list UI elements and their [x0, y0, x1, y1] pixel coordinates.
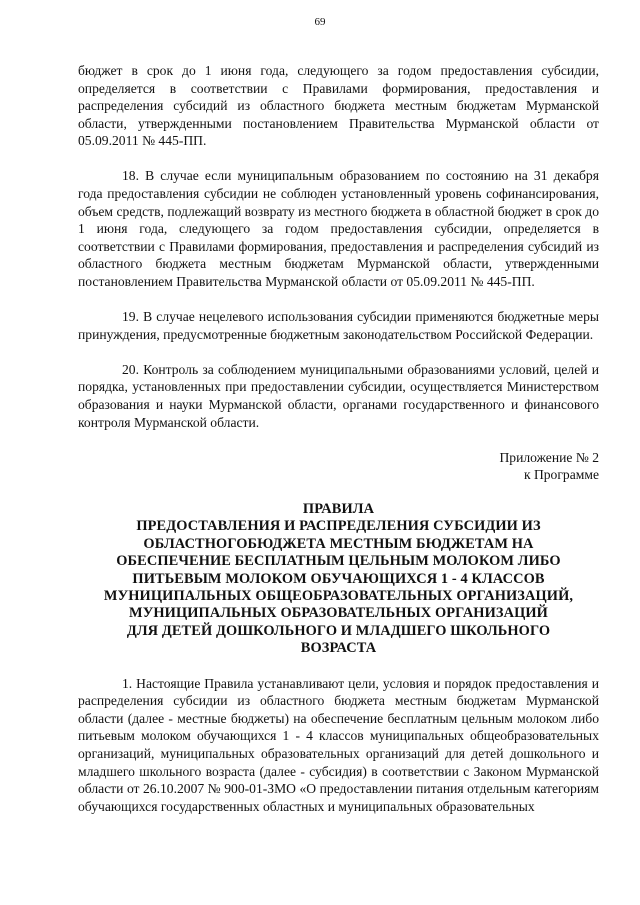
rules-paragraph-1: 1. Настоящие Правила устанавливают цели, условия и порядок предоставления и распределения субсидии из областного бюджета местным бюджетам Мурманской области (далее - местные бюджеты) на обеспечение бесплатным цельным молоком либо питьевым молоком обучающихся 1 - 4 классов муниципальных общеобразовательных организаций, муниципальных образовательных организаций для детей дошкольного и младшего школьного возраста (далее - субсидия) в соответствии с Законом Мурманской области от 26.10.2007 № 900-01-ЗМО «О предоставлении питания отдельным категориям обучающихся государственных областных и муниципальных образовательных: [78, 675, 599, 814]
title-line: МУНИЦИПАЛЬНЫХ ОБРАЗОВАТЕЛЬНЫХ ОРГАНИЗАЦИЙ: [129, 605, 548, 622]
paragraph-17-continuation: бюджет в срок до 1 июня года, следующего за годом предоставления субсидии, определяется в соответствии с Правилами формирования, предоставления и распределения субсидий из областного бюджета местным бюджетам Мурманской области, утвержденными постановлением Правительства Мурманской области от 05.09.2011 № 445-ПП.: [78, 63, 599, 149]
title-line: ОБЕСПЕЧЕНИЕ БЕСПЛАТНЫМ ЦЕЛЬНЫМ МОЛОКОМ ЛИБО: [116, 553, 561, 570]
document-body: [78, 62, 599, 815]
paragraph-20: 20. Контроль за соблюдением муниципальными образованиями условий, целей и порядка, установленных при предоставлении субсидии, осуществляется Министерством образования и науки Мурманской области, органами государственного и финансового контроля Мурманской области.: [78, 361, 599, 430]
rules-title: [78, 501, 599, 658]
page-number: 69: [314, 16, 326, 28]
title-line: ДЛЯ ДЕТЕЙ ДОШКОЛЬНОГО И МЛАДШЕГО ШКОЛЬНОГО: [126, 622, 551, 639]
title-line: ОБЛАСТНОГОБЮДЖЕТА МЕСТНЫМ БЮДЖЕТАМ НА: [143, 535, 534, 552]
paragraph-19: 19. В случае нецелевого использования субсидии применяются бюджетные меры принуждения, предусмотренные бюджетным законодательством Российской Федерации.: [78, 309, 599, 342]
title-line: МУНИЦИПАЛЬНЫХ ОБЩЕОБРАЗОВАТЕЛЬНЫХ ОРГАНИЗАЦИЙ,: [103, 587, 574, 604]
title-line: ПРАВИЛА: [302, 500, 375, 517]
title-line: ПРЕДОСТАВЛЕНИЯ И РАСПРЕДЕЛЕНИЯ СУБСИДИИ ИЗ: [136, 518, 541, 535]
title-line: ВОЗРАСТА: [300, 640, 377, 657]
appendix-label: Приложение № 2: [499, 449, 599, 465]
paragraph-18: 18. В случае если муниципальным образованием по состоянию на 31 декабря года предоставления субсидии не соблюден установленный уровень софинансирования, объем средств, подлежащий возврату из местного бюджета в областной бюджет в срок до 1 июня года, следующего за годом предоставления субсидии, определяется в соответствии с Правилами формирования, предоставления и распределения субсидий из областного бюджета местным бюджетам Мурманской области, утвержденными постановлением Правительства Мурманской области от 05.09.2011 № 445-ПП.: [78, 168, 599, 290]
title-line: ПИТЬЕВЫМ МОЛОКОМ ОБУЧАЮЩИХСЯ 1 - 4 КЛАССОВ: [132, 570, 545, 587]
appendix-reference: к Программе: [523, 467, 599, 483]
